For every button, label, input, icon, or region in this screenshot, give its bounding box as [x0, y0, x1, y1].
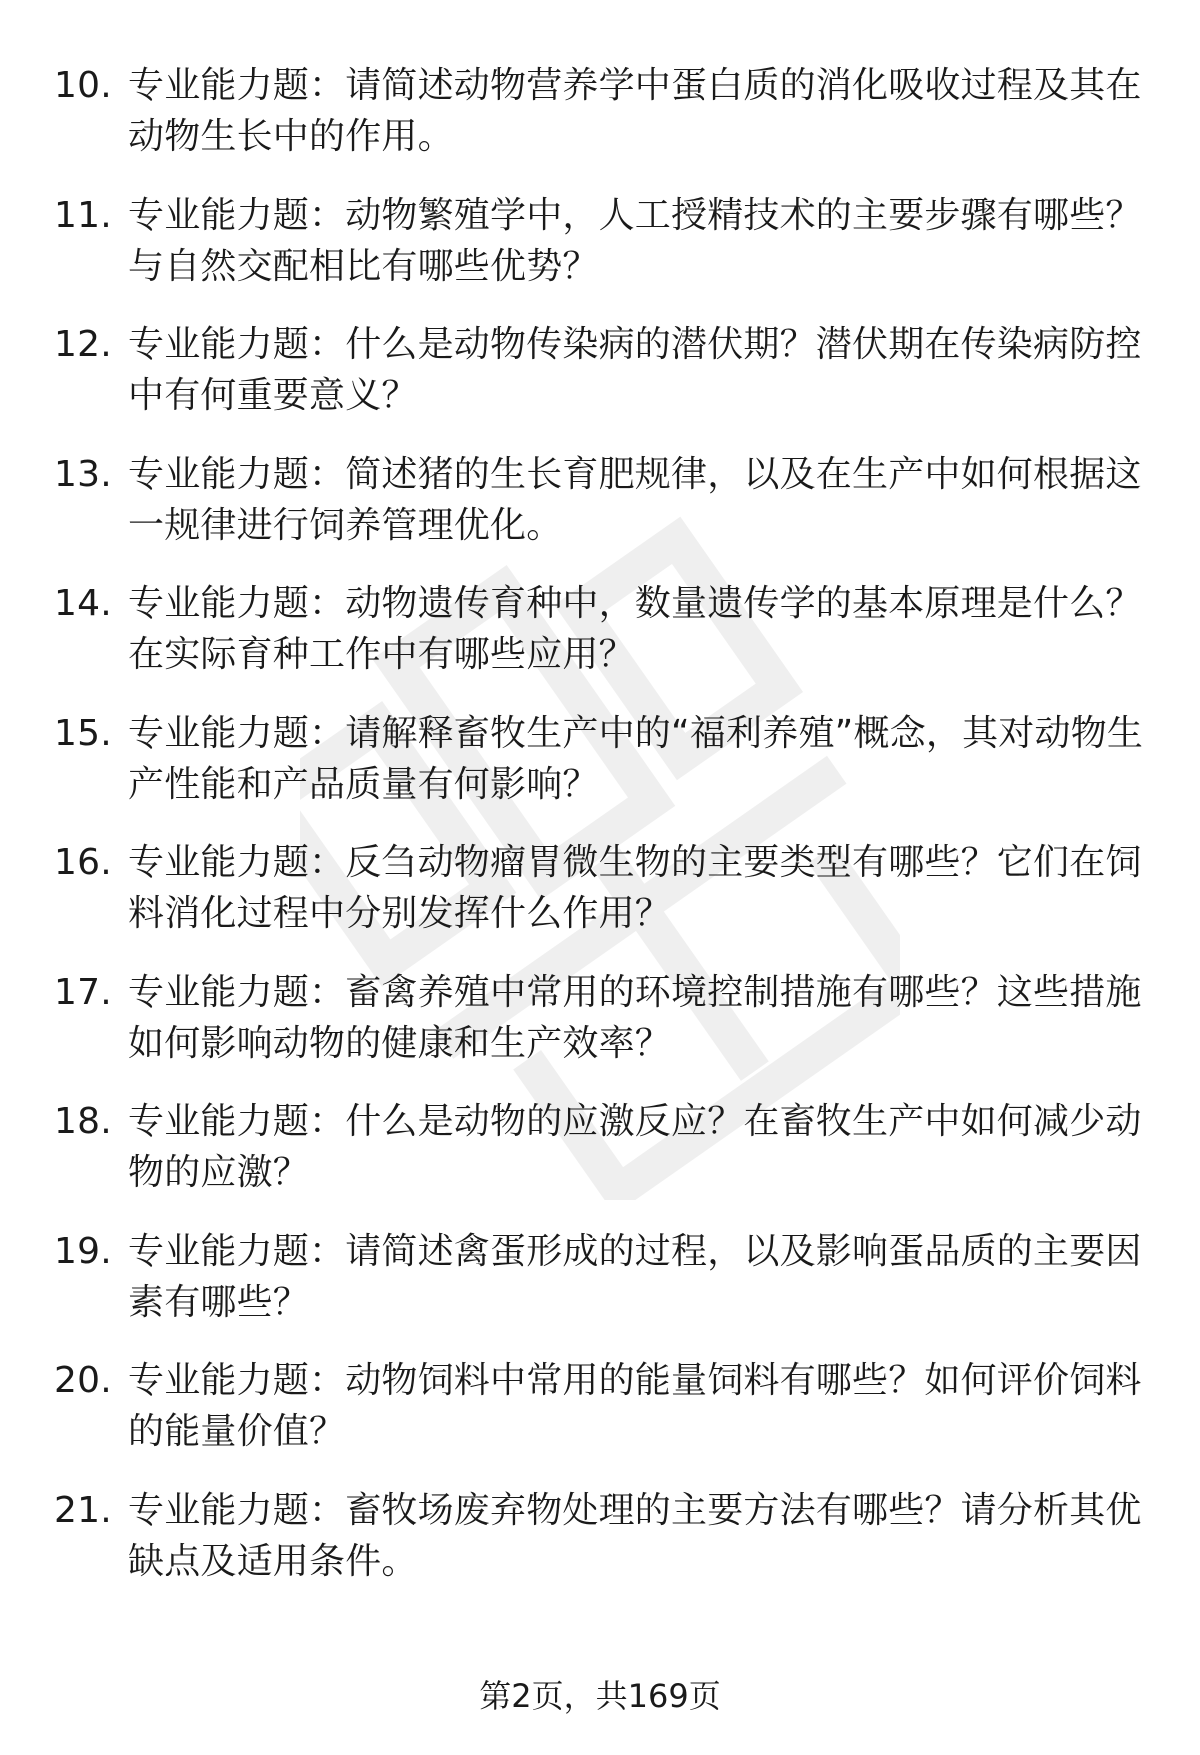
question-text: 专业能力题：请解释畜牧生产中的“福利养殖”概念，其对动物生产性能和产品质量有何影响？ — [128, 712, 1144, 805]
page-number-footer: 第2页，共169页 — [479, 1677, 721, 1715]
question-item — [54, 60, 1144, 162]
question-text: 专业能力题：动物遗传育种中，数量遗传学的基本原理是什么？在实际育种工作中有哪些应用？ — [128, 583, 1142, 675]
question-item — [54, 319, 1144, 421]
question-item — [54, 708, 1144, 810]
question-item — [54, 578, 1144, 680]
question-item — [54, 1355, 1144, 1457]
question-number: 13. — [54, 453, 112, 495]
question-item — [54, 449, 1144, 551]
question-item — [54, 1096, 1144, 1198]
question-number: 10. — [54, 65, 112, 106]
question-number: 14. — [54, 583, 112, 624]
question-number: 17. — [54, 971, 112, 1013]
question-number: 18. — [54, 1101, 112, 1142]
question-number: 21. — [54, 1489, 112, 1531]
question-item — [54, 1485, 1144, 1587]
question-text: 专业能力题：请简述动物营养学中蛋白质的消化吸收过程及其在动物生长中的作用。 — [128, 65, 1142, 157]
question-number: 11. — [54, 194, 112, 236]
question-number: 19. — [54, 1230, 112, 1272]
question-number: 16. — [54, 842, 112, 883]
question-text: 专业能力题：畜禽养殖中常用的环境控制措施有哪些？这些措施如何影响动物的健康和生产效率？ — [128, 971, 1142, 1064]
question-item — [54, 1226, 1144, 1328]
question-item — [54, 967, 1144, 1069]
question-list — [54, 60, 1144, 1614]
question-number: 15. — [54, 712, 112, 754]
question-item — [54, 837, 1144, 939]
question-text: 专业能力题：什么是动物传染病的潜伏期？潜伏期在传染病防控中有何重要意义？ — [128, 324, 1142, 416]
question-number: 12. — [54, 324, 112, 365]
question-text: 专业能力题：反刍动物瘤胃微生物的主要类型有哪些？它们在饲料消化过程中分别发挥什么作用？ — [128, 842, 1142, 934]
question-item — [54, 190, 1144, 292]
question-text: 专业能力题：畜牧场废弃物处理的主要方法有哪些？请分析其优缺点及适用条件。 — [128, 1489, 1142, 1582]
question-text: 专业能力题：什么是动物的应激反应？在畜牧生产中如何减少动物的应激？ — [128, 1101, 1142, 1193]
question-text: 专业能力题：简述猪的生长育肥规律，以及在生产中如何根据这一规律进行饲养管理优化。 — [128, 453, 1142, 546]
question-text: 专业能力题：动物繁殖学中，人工授精技术的主要步骤有哪些？与自然交配相比有哪些优势？ — [128, 194, 1142, 287]
question-text: 专业能力题：请简述禽蛋形成的过程，以及影响蛋品质的主要因素有哪些？ — [128, 1230, 1142, 1323]
question-number: 20. — [54, 1360, 112, 1401]
question-text: 专业能力题：动物饲料中常用的能量饲料有哪些？如何评价饲料的能量价值？ — [128, 1360, 1142, 1452]
